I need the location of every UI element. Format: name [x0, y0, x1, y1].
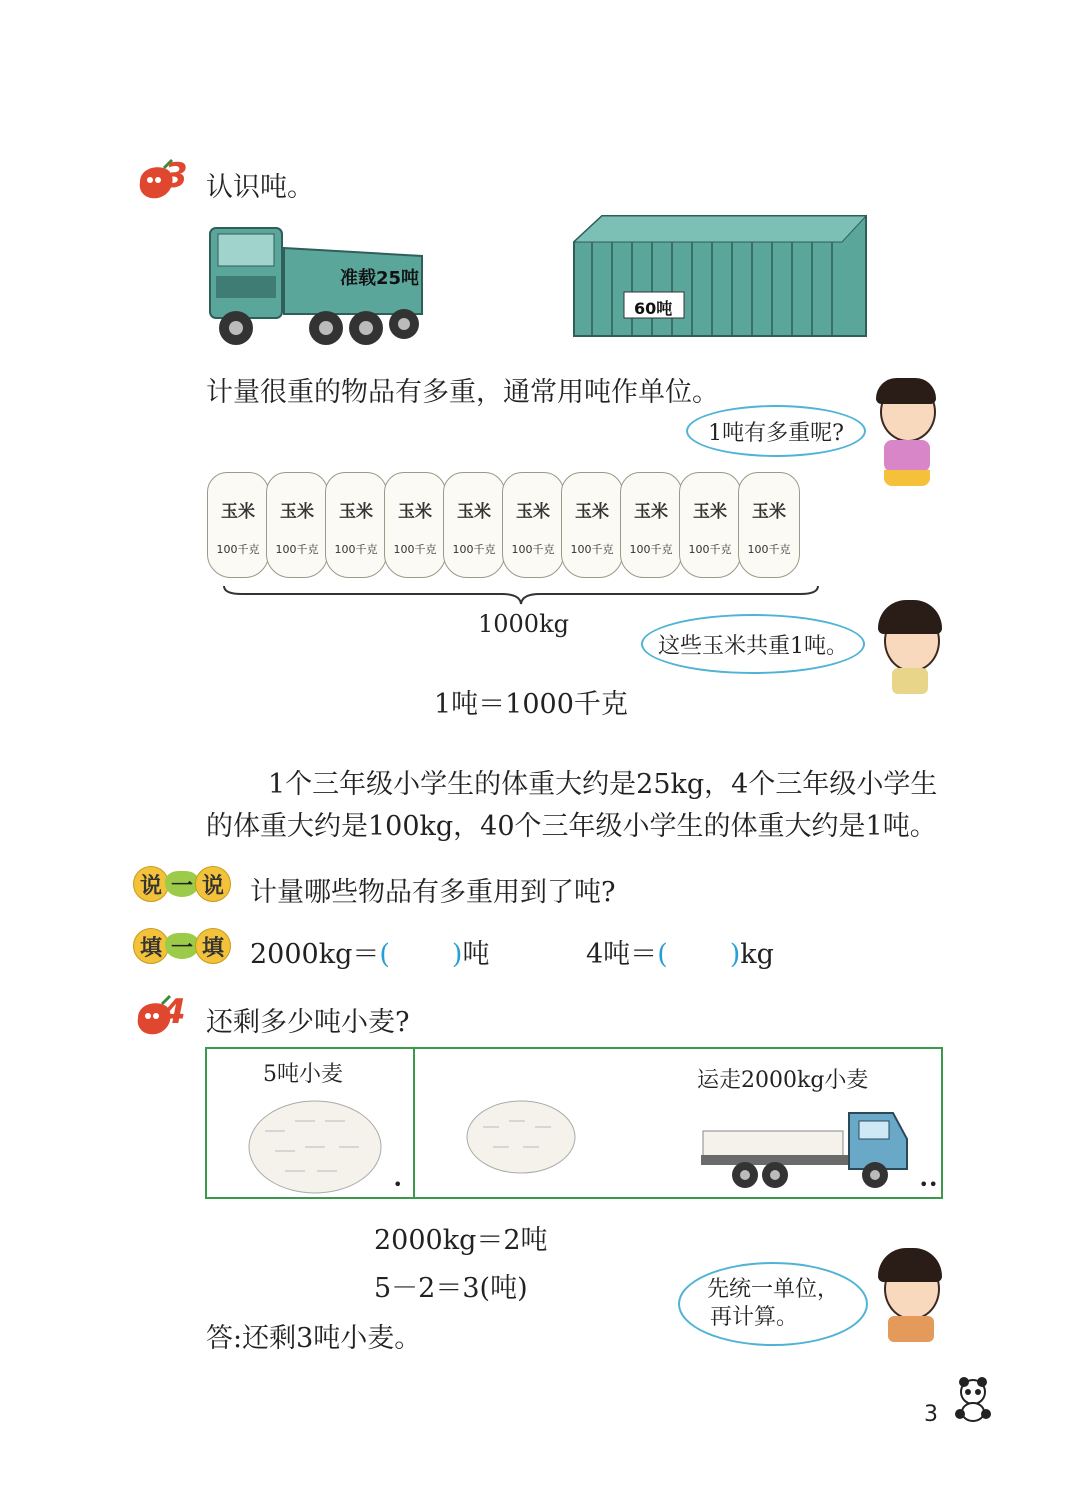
- section-4-badge: [132, 994, 194, 1038]
- bubble-tip-line-1: 先统一单位，: [706, 1277, 839, 1302]
- corn-sack-label: 玉米: [752, 502, 786, 522]
- corn-sack-weight: 100千克: [570, 543, 614, 556]
- section-3-badge: [134, 158, 196, 202]
- fill-q2-close: ): [729, 939, 741, 970]
- panel-left-label: 5吨小麦: [263, 1062, 343, 1087]
- corn-sack-weight: 100千克: [216, 543, 260, 556]
- fill-badge-left: 填: [133, 928, 169, 964]
- girl-avatar-2: [874, 598, 950, 698]
- corn-sack: [266, 472, 328, 578]
- fill-q1-left: 2000kg＝: [250, 939, 380, 970]
- fill-badge: [133, 928, 231, 964]
- girl-avatar-3: [874, 1246, 952, 1344]
- corn-sack-weight: 100千克: [334, 543, 378, 556]
- ton-equation: 1吨＝1000千克: [434, 689, 628, 720]
- fill-badge-right: 填: [195, 928, 231, 964]
- corn-sack-label: 玉米: [339, 502, 373, 522]
- fill-q2-unit: kg: [740, 939, 774, 970]
- corn-sack-weight: 100千克: [747, 543, 791, 556]
- dump-truck-illustration: [206, 218, 426, 358]
- section-4-number: 4: [162, 992, 186, 1032]
- fill-q2-left: 4吨＝: [586, 939, 658, 970]
- corn-sack: [738, 472, 800, 578]
- brace-icon: [222, 584, 820, 606]
- section-4-title: 还剩多少吨小麦?: [206, 1007, 410, 1038]
- corn-sack-label: 玉米: [516, 502, 550, 522]
- fill-question-1: [250, 932, 489, 971]
- container-icon: [572, 212, 868, 342]
- section-3-title: 认识吨。: [206, 172, 314, 203]
- delivery-truck-icon: [699, 1103, 911, 1191]
- corn-sack-label: 玉米: [693, 502, 727, 522]
- panel-right-dots: ••: [919, 1175, 938, 1194]
- page-number: 3: [924, 1402, 938, 1427]
- paragraph-line-1: 1个三年级小学生的体重大约是25kg，4个三年级小学生: [268, 769, 938, 800]
- fill-q1-close: ): [451, 939, 463, 970]
- corn-sack-weight: 100千克: [393, 543, 437, 556]
- solution-answer: 答:还剩3吨小麦。: [206, 1323, 422, 1354]
- say-badge: [133, 866, 231, 902]
- say-badge-left: 说: [133, 866, 169, 902]
- corn-sack-weight: 100千克: [275, 543, 319, 556]
- fill-badge-mid: 一: [165, 933, 199, 959]
- fill-q1-open: (: [379, 939, 390, 970]
- intro-text: 计量很重的物品有多重，通常用吨作单位。: [206, 377, 719, 408]
- panel-divider: [413, 1049, 415, 1197]
- shipping-container-illustration: [572, 212, 868, 342]
- corn-sack: [443, 472, 505, 578]
- section-3-number: 3: [164, 156, 188, 196]
- corn-sack-label: 玉米: [634, 502, 668, 522]
- corn-sack-weight: 100千克: [511, 543, 555, 556]
- panda-icon: [948, 1374, 998, 1424]
- paragraph-line-2: 的体重大约是100kg，40个三年级小学生的体重大约是1吨。: [206, 811, 937, 842]
- brace-label: 1000kg: [478, 610, 569, 638]
- panel-right-label: 运走2000kg小麦: [697, 1068, 869, 1093]
- bubble-total-text: 这些玉米共重1吨。: [658, 633, 848, 659]
- solution-line-1: 2000kg＝2吨: [374, 1225, 548, 1256]
- speech-bubble-total: [641, 614, 865, 674]
- solution-line-2: 5－2＝3(吨): [374, 1273, 528, 1304]
- speech-bubble-tip: [678, 1262, 868, 1346]
- corn-sack-weight: 100千克: [688, 543, 732, 556]
- girl-avatar-1: [870, 378, 950, 488]
- fill-question-2: [586, 932, 774, 971]
- corn-sack: [207, 472, 269, 578]
- corn-sacks-row: [207, 472, 817, 582]
- fill-q1-unit: 吨: [462, 939, 490, 970]
- bubble-tip-line-2: 再计算。: [710, 1305, 799, 1330]
- corn-sack-label: 玉米: [398, 502, 432, 522]
- corn-sack: [502, 472, 564, 578]
- say-badge-right: 说: [195, 866, 231, 902]
- corn-sack: [561, 472, 623, 578]
- container-weight-label: 60吨: [634, 299, 673, 318]
- corn-sack-weight: 100千克: [629, 543, 673, 556]
- corn-sack: [325, 472, 387, 578]
- corn-sack-label: 玉米: [457, 502, 491, 522]
- bubble-question-text: 1吨有多重呢?: [708, 420, 844, 446]
- corn-sack-label: 玉米: [575, 502, 609, 522]
- wheat-panel: [205, 1047, 943, 1199]
- wheat-pile-small-icon: [463, 1093, 579, 1177]
- panel-left-dot: •: [393, 1175, 403, 1194]
- truck-capacity-label: 准载25吨: [340, 268, 420, 289]
- corn-sack-label: 玉米: [221, 502, 255, 522]
- corn-sack: [679, 472, 741, 578]
- say-badge-mid: 一: [165, 871, 199, 897]
- fill-q2-open: (: [657, 939, 668, 970]
- speech-bubble-question: [686, 405, 866, 457]
- corn-sack: [620, 472, 682, 578]
- wheat-pile-large-icon: [245, 1091, 385, 1195]
- corn-sack: [384, 472, 446, 578]
- corn-sack-label: 玉米: [280, 502, 314, 522]
- say-text: 计量哪些物品有多重用到了吨?: [250, 877, 616, 908]
- corn-sack-weight: 100千克: [452, 543, 496, 556]
